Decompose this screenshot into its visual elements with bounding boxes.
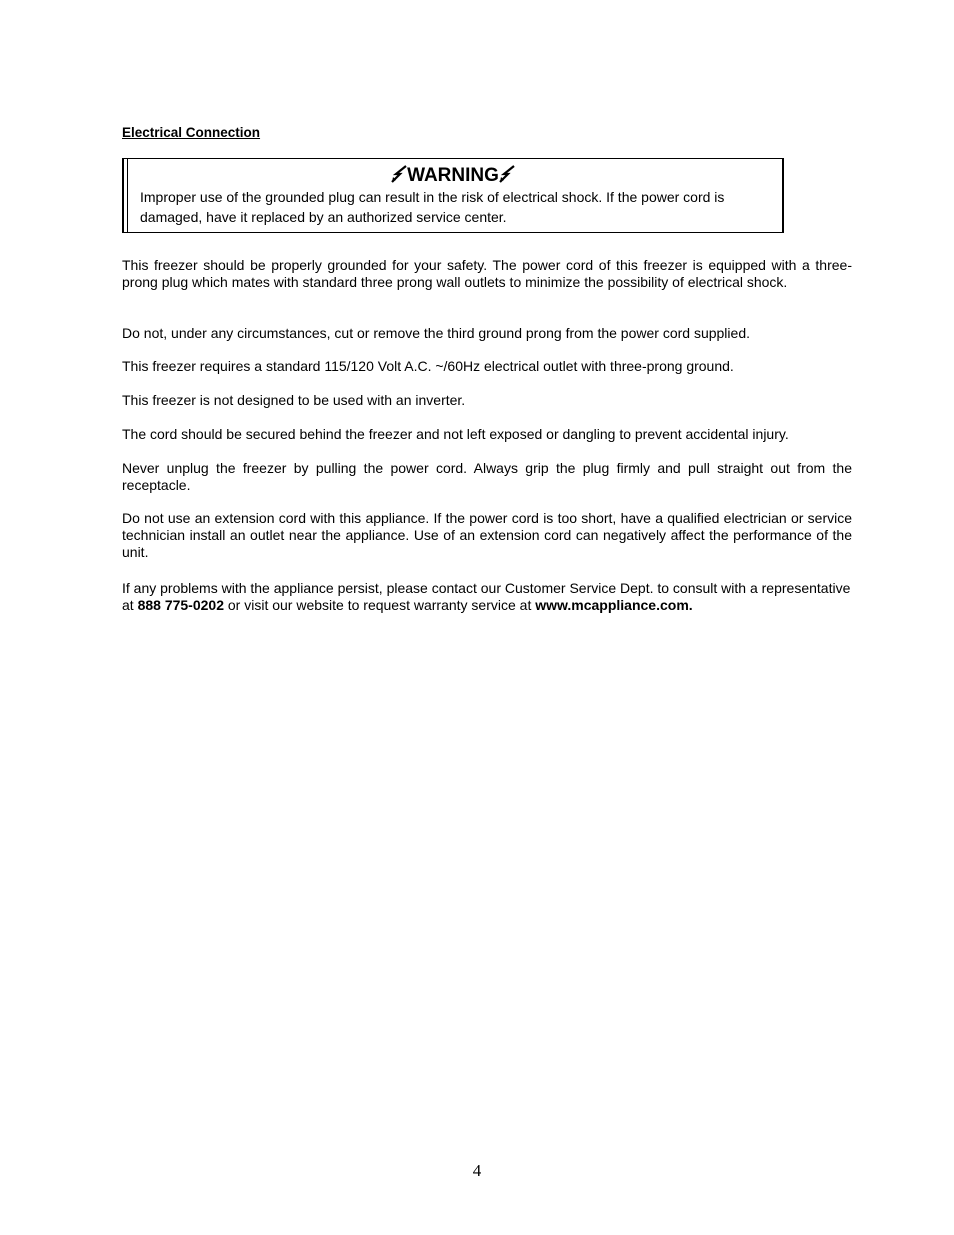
contact-text-middle: or visit our website to request warranty service at: [224, 597, 536, 613]
paragraph-unplug: Never unplug the freezer by pulling the power cord. Always grip the plug firmly and pull straight out from the receptacle.: [122, 460, 852, 493]
paragraph-inverter: This freezer is not designed to be used with an inverter.: [122, 392, 466, 408]
warning-box: [122, 158, 784, 233]
paragraph-contact: [122, 580, 852, 614]
paragraph-outlet-requirement: This freezer requires a standard 115/120 Volt A.C. ~/60Hz electrical outlet with three-prong ground.: [122, 358, 734, 374]
contact-text-before: If any problems with the appliance persist, please contact our Customer Service Dept. to consult with a representative at: [122, 580, 851, 613]
lightning-bolt-icon: [391, 165, 407, 183]
paragraph-cord-secured: The cord should be secured behind the freezer and not left exposed or dangling to prevent accidental injury.: [122, 426, 789, 442]
warning-text: Improper use of the grounded plug can result in the risk of electrical shock. If the power cord is damaged, have it replaced by an authorized service center.: [140, 189, 725, 225]
paragraph-extension-cord: Do not use an extension cord with this appliance. If the power cord is too short, have a qualified electrician or service technician install an outlet near the appliance. Use of an extension cord can negatively affect the performance of the unit.: [122, 510, 852, 560]
paragraph-grounding: This freezer should be properly grounded for your safety. The power cord of this freezer is equipped with a three-prong plug which mates with standard three prong wall outlets to minimize the possibility of electrical shock.: [122, 257, 852, 290]
contact-website: www.mcappliance.com.: [535, 597, 693, 613]
contact-phone: 888 775-0202: [137, 597, 224, 613]
warning-title: WARNING: [407, 165, 499, 186]
page-number: 4: [472, 1161, 482, 1180]
lightning-bolt-icon: [499, 165, 515, 183]
warning-title-row: [124, 164, 782, 188]
section-heading: Electrical Connection: [122, 125, 261, 140]
paragraph-ground-prong: Do not, under any circumstances, cut or remove the third ground prong from the power cord supplied.: [122, 325, 750, 341]
